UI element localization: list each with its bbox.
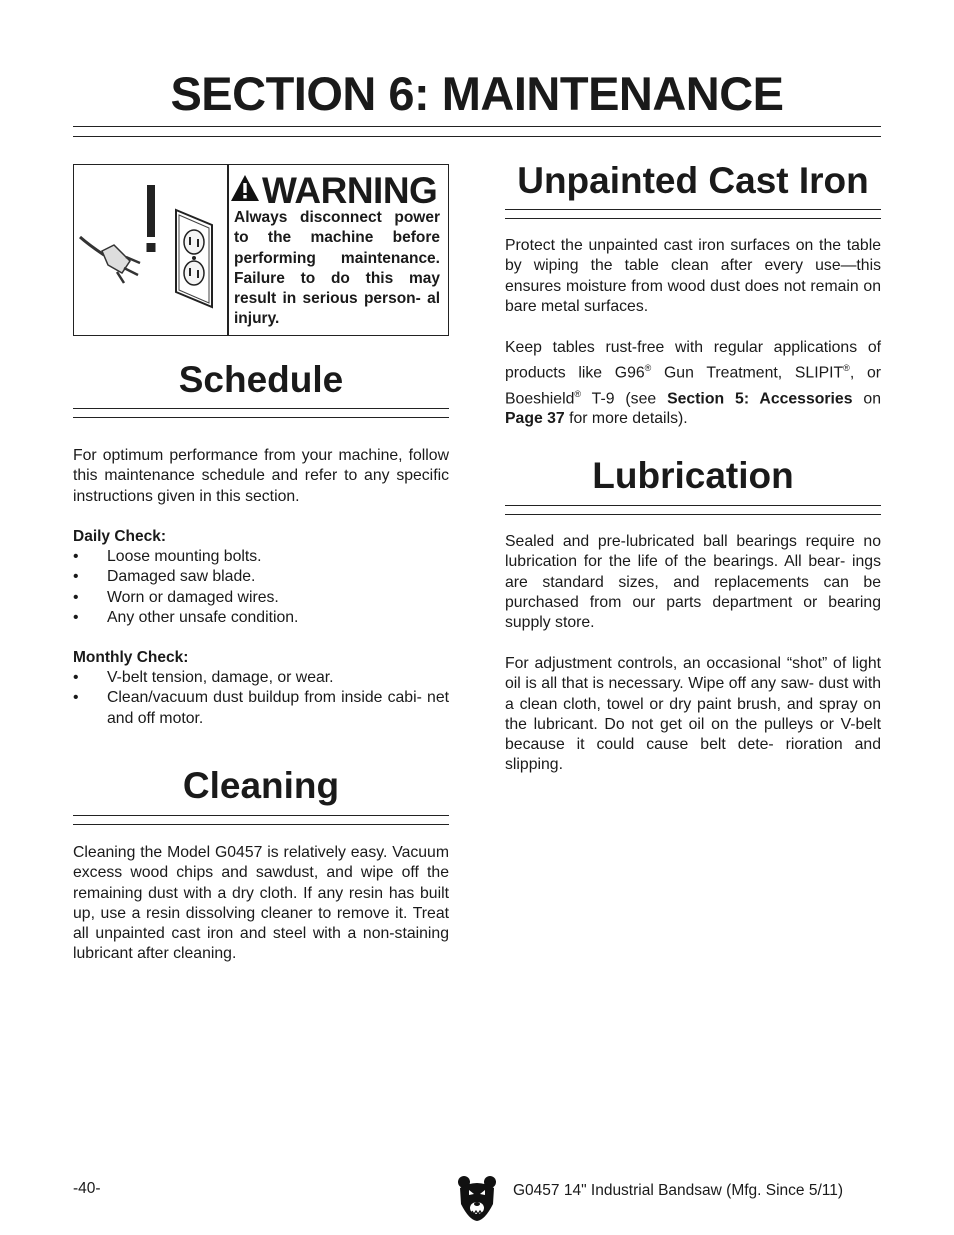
list-item: • Loose mounting bolts.	[73, 548, 262, 565]
list-item: • Damaged saw blade.	[73, 568, 256, 586]
list-item: • V-belt tension, damage, or wear.	[73, 669, 334, 686]
section-reference: Section 5: Accessories	[667, 390, 853, 408]
cast-iron-para-2: Keep tables rust-free with regular applications of products like G96® Gun Treatment, SLIPIT®, or Boeshield® T-9 (see Section 5: Accessories on Page 37 for more details).	[505, 339, 882, 428]
schedule-heading: Schedule	[178, 359, 344, 400]
page-reference: Page 37	[505, 410, 565, 428]
page-number: -40-	[73, 1180, 101, 1197]
warning-divider	[227, 165, 229, 335]
warning-triangle-icon	[230, 173, 260, 203]
list-item: • Clean/vacuum dust buildup from inside cabi- net and off motor.	[73, 689, 449, 727]
warning-text: Always disconnect power to the machine before performing maintenance. Failure to do this may result in serious person- al injury.	[234, 209, 440, 328]
cast-iron-para-1: Protect the unpainted cast iron surfaces on the table by wiping the table clean after every use—this ensures moisture from wood dust does not remain on bare metal surfaces.	[505, 237, 881, 315]
page-title: SECTION 6: MAINTENANCE	[170, 67, 784, 120]
cast-iron-rule	[505, 209, 881, 219]
cleaning-text: Cleaning the Model G0457 is relatively easy. Vacuum excess wood chips and sawdust, and wipe off the remaining dust with a dry cloth. If any resin has built up, use a resin dissolving cleaner to remove it. Treat all unpainted cast iron and steel with a non-staining lubricant after cleaning.	[73, 844, 449, 963]
warning-box	[73, 164, 449, 336]
list-item: • Worn or damaged wires.	[73, 588, 279, 606]
schedule-intro: For optimum performance from your machine, follow this maintenance schedule and refer to any specific instructions given in this section.	[73, 447, 449, 505]
monthly-check-list	[73, 668, 449, 729]
cleaning-rule	[73, 815, 449, 825]
lubrication-heading: Lubrication	[592, 455, 794, 496]
list-item: • Any other unsafe condition.	[73, 608, 299, 626]
monthly-check-label: Monthly Check:	[73, 649, 189, 666]
model-description: G0457 14" Industrial Bandsaw (Mfg. Since 5/11)	[513, 1182, 844, 1199]
lubrication-para-1: Sealed and pre-lubricated ball bearings require no lubrication for the life of the bearings. All bear- ings are standard sizes, and replacements can be purchased from our parts department or bearing supply store.	[505, 533, 881, 632]
cleaning-heading: Cleaning	[182, 765, 340, 806]
plug-outlet-icon	[74, 165, 226, 333]
lubrication-para-2: For adjustment controls, an occasional “shot” of light oil is all that is necessary. Wipe off any saw- dust with a clean cloth, towel or dry paint brush, and spray on the lubricant. Do not get oil on the pulleys or V-belt because it could cause belt dete- rioration and slipping.	[505, 655, 881, 774]
title-rule	[73, 126, 881, 137]
cast-iron-heading: Unpainted Cast Iron	[517, 160, 869, 201]
daily-check-label: Daily Check:	[73, 528, 167, 545]
warning-title: WARNING	[262, 170, 438, 211]
daily-check-list	[73, 547, 449, 628]
schedule-rule	[73, 408, 449, 418]
lubrication-rule	[505, 505, 881, 515]
bear-logo-icon	[457, 1174, 497, 1222]
